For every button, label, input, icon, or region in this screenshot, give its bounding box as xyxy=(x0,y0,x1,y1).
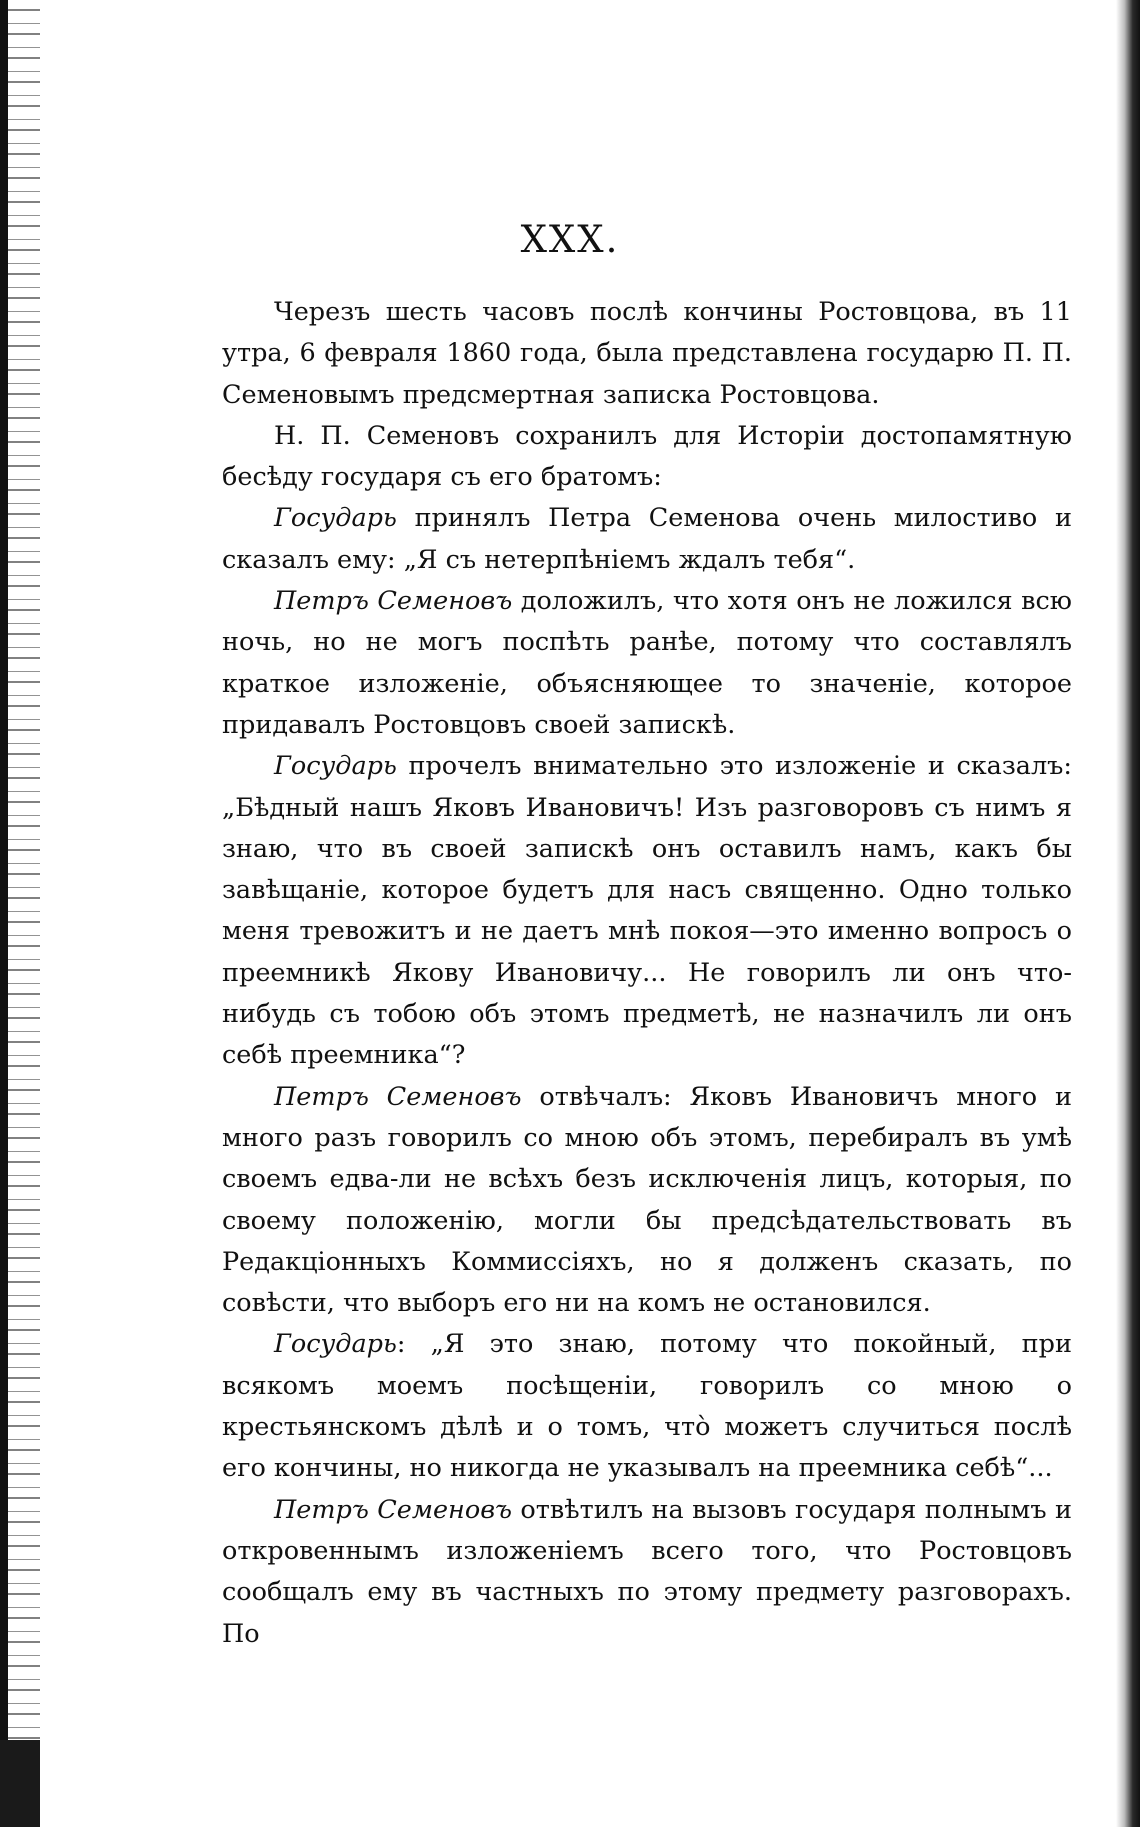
body-text xyxy=(222,292,1072,1655)
paragraph-text: отвѣчалъ: Яковъ Ивановичъ много и много разъ говорилъ со мною объ этомъ, перебиралъ въ умѣ своемъ едва-ли не всѣхъ безъ исключенія лицъ, которыя, по своему положенію, могли бы предсѣдательствовать въ Редакціонныхъ Коммиссіяхъ, но я долженъ сказать, по совѣсти, что выборъ его ни на комъ не остановился. xyxy=(222,1081,1072,1319)
paragraph xyxy=(222,498,1072,581)
paragraph-text: Н. П. Семеновъ сохранилъ для Исторіи достопамятную бесѣду государя съ его братомъ: xyxy=(222,420,1072,493)
paragraph-text: доложилъ, что хотя онъ не ложился всю ночь, но не могъ поспѣть ранѣе, потому что составлялъ краткое изложеніе, объясняющее то значеніе, которое придавалъ Ростовцовъ своей запискѣ. xyxy=(222,586,1072,740)
paragraph xyxy=(222,416,1072,499)
page-corner-shadow xyxy=(0,1740,40,1827)
paragraph-text: : „Я это знаю, потому что покойный, при всякомъ моемъ посѣщеніи, говорилъ со мною о крестьянскомъ дѣлѣ и о томъ, что̀ можетъ случиться послѣ его кончины, но никогда не указывалъ на преемника себѣ“... xyxy=(222,1329,1072,1484)
speaker-name: Петръ Семеновъ xyxy=(274,1494,513,1525)
paragraph-text: отвѣтилъ на вызовъ государя полнымъ и откровеннымъ изложеніемъ всего того, что Ростовцовъ сообщалъ ему въ частныхъ по этому предмету разговорахъ. По xyxy=(222,1494,1072,1649)
page-right-edge xyxy=(1116,0,1140,1827)
speaker-name: Государь xyxy=(274,751,397,782)
paragraph xyxy=(222,746,1072,1076)
page-binding-edge xyxy=(0,0,8,1827)
paragraph-text: принялъ Петра Семенова очень милостиво и сказалъ ему: „Я съ нетерпѣніемъ ждалъ тебя“. xyxy=(222,503,1072,575)
speaker-name: Петръ Семеновъ xyxy=(274,1081,522,1112)
paragraph-text: Черезъ шесть часовъ послѣ кончины Ростовцова, въ 11 утра, 6 февраля 1860 года, была представлена государю П. П. Семеновымъ предсмертная записка Ростовцова. xyxy=(222,297,1072,410)
paragraph xyxy=(222,581,1072,746)
paragraph xyxy=(222,1490,1072,1655)
speaker-name: Петръ Семеновъ xyxy=(274,586,513,617)
paragraph xyxy=(222,1324,1072,1489)
chapter-heading: XXX. xyxy=(520,218,620,261)
paragraph xyxy=(222,1077,1072,1325)
speaker-name: Государь xyxy=(274,1329,397,1360)
speaker-name: Государь xyxy=(274,503,397,534)
paragraph xyxy=(222,292,1072,416)
paragraph-text: прочелъ внимательно это изложеніе и сказалъ: „Бѣдный нашъ Яковъ Ивановичъ! Изъ разговоровъ съ нимъ я знаю, что въ своей запискѣ онъ оставилъ намъ, какъ бы завѣщаніе, которое будетъ для насъ священно. Одно только меня тревожитъ и не даетъ мнѣ покоя—это именно вопросъ о преемникѣ Якову Ивановичу... Не говорилъ ли онъ что-нибудь съ тобою объ этомъ предметѣ, не назначилъ ли онъ себѣ преемника“? xyxy=(222,751,1072,1071)
